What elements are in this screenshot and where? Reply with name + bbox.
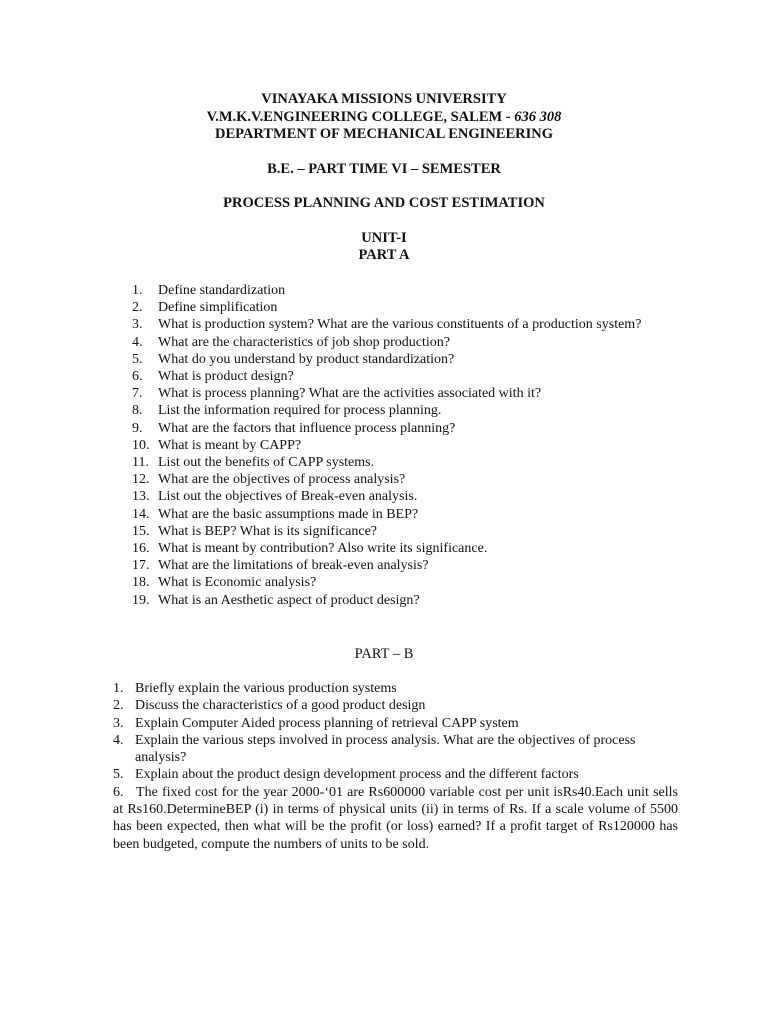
list-item (132, 488, 652, 505)
list-item (132, 402, 652, 419)
question-number: 19. (132, 592, 150, 608)
question-number: 5. (132, 351, 143, 367)
question-number: 8. (132, 403, 143, 419)
question-number: 16. (132, 541, 150, 557)
question-number: 1. (113, 681, 124, 696)
question-number: 3. (132, 317, 143, 333)
question-number: 10. (132, 437, 150, 453)
question-text: Define simplification (158, 300, 278, 316)
list-item (132, 523, 652, 540)
part-b-question-6 (113, 784, 678, 853)
list-item (132, 540, 652, 557)
list-item (113, 697, 678, 714)
part-a-question-list (132, 282, 652, 609)
question-text: What is BEP? What is its significance? (158, 523, 378, 539)
list-item (132, 351, 652, 368)
question-number: 18. (132, 575, 150, 591)
question-text: What do you understand by product standardization? (158, 351, 455, 367)
list-item (132, 506, 652, 523)
question-number: 6. (113, 785, 124, 800)
question-text: What is process planning? What are the activities associated with it? (158, 386, 542, 402)
question-text: What are the factors that influence process planning? (158, 420, 456, 436)
question-number: 17. (132, 558, 150, 574)
list-item (132, 334, 652, 351)
part-b-title: PART – B (354, 646, 414, 662)
question-number: 4. (113, 732, 124, 748)
question-text: Explain the various steps involved in process analysis. What are the objectives of process analysis? (135, 732, 636, 766)
question-number: 4. (132, 334, 143, 350)
college-pincode: 636 308 (514, 109, 562, 125)
list-item (132, 574, 652, 591)
list-item (132, 454, 652, 471)
question-number: 1. (132, 283, 143, 298)
department-name: DEPARTMENT OF MECHANICAL ENGINEERING (215, 126, 553, 142)
question-text: What is product design? (158, 369, 294, 385)
list-item (113, 732, 678, 767)
question-text: What are the basic assumptions made in BEP? (158, 506, 419, 522)
college-name (0, 109, 768, 126)
list-item (132, 299, 652, 316)
question-number: 3. (113, 715, 124, 731)
question-number: 14. (132, 506, 150, 522)
unit-title: UNIT-I (361, 230, 407, 246)
list-item (113, 715, 678, 732)
question-number: 7. (132, 386, 143, 402)
question-text: Briefly explain the various production systems (135, 681, 397, 696)
list-item (113, 680, 678, 697)
question-number: 6. (132, 369, 143, 385)
list-item (113, 766, 678, 783)
question-text: What is an Aesthetic aspect of product design? (158, 592, 420, 608)
question-number: 15. (132, 523, 150, 539)
list-item (132, 420, 652, 437)
list-item (132, 471, 652, 488)
list-item (132, 368, 652, 385)
list-item (132, 316, 652, 333)
question-text: Discuss the characteristics of a good product design (135, 698, 426, 714)
question-text: Define standardization (158, 283, 286, 298)
question-text: List the information required for process planning. (158, 403, 442, 419)
part-a-title: PART A (358, 247, 410, 263)
question-text: What are the limitations of break-even analysis? (158, 558, 429, 574)
question-text: What are the characteristics of job shop production? (158, 334, 450, 350)
course-title: B.E. – PART TIME VI – SEMESTER (267, 161, 501, 177)
question-text: What is meant by CAPP? (158, 437, 302, 453)
question-text: Explain Computer Aided process planning of retrieval CAPP system (135, 715, 519, 731)
subject-title: PROCESS PLANNING AND COST ESTIMATION (223, 195, 545, 211)
list-item (132, 385, 652, 402)
part-b-question-list (113, 680, 678, 784)
question-text: What is Economic analysis? (158, 575, 317, 591)
question-number: 11. (132, 455, 149, 471)
list-item (132, 437, 652, 454)
college-text: V.M.K.V.ENGINEERING COLLEGE, SALEM - (206, 109, 515, 125)
question-text: Explain about the product design development process and the different factors (135, 767, 579, 783)
question-text: What is production system? What are the various constituents of a production system? (158, 317, 642, 333)
question-number: 5. (113, 767, 124, 783)
list-item (132, 557, 652, 574)
question-text: List out the benefits of CAPP systems. (158, 455, 375, 471)
question-number: 13. (132, 489, 150, 505)
university-name: VINAYAKA MISSIONS UNIVERSITY (261, 91, 507, 107)
question-number: 2. (113, 698, 124, 714)
question-number: 12. (132, 472, 150, 488)
question-number: 9. (132, 420, 143, 436)
question-text: What is meant by contribution? Also write its significance. (158, 541, 488, 557)
question-text: What are the objectives of process analysis? (158, 472, 406, 488)
list-item (132, 592, 652, 609)
question-text: The fixed cost for the year 2000-‘01 are Rs600000 variable cost per unit isRs40.Each unit sells at Rs160.DetermineBEP (i) in terms of physical units (ii) in terms of Rs. If a scale volume of 5500 has been expected, then what will be the profit (or loss) earned? If a profit target of Rs120000 has been budgeted, compute the numbers of units to be sold. (113, 785, 678, 852)
question-text: List out the objectives of Break-even analysis. (158, 489, 418, 505)
question-number: 2. (132, 300, 143, 316)
list-item (132, 282, 652, 299)
